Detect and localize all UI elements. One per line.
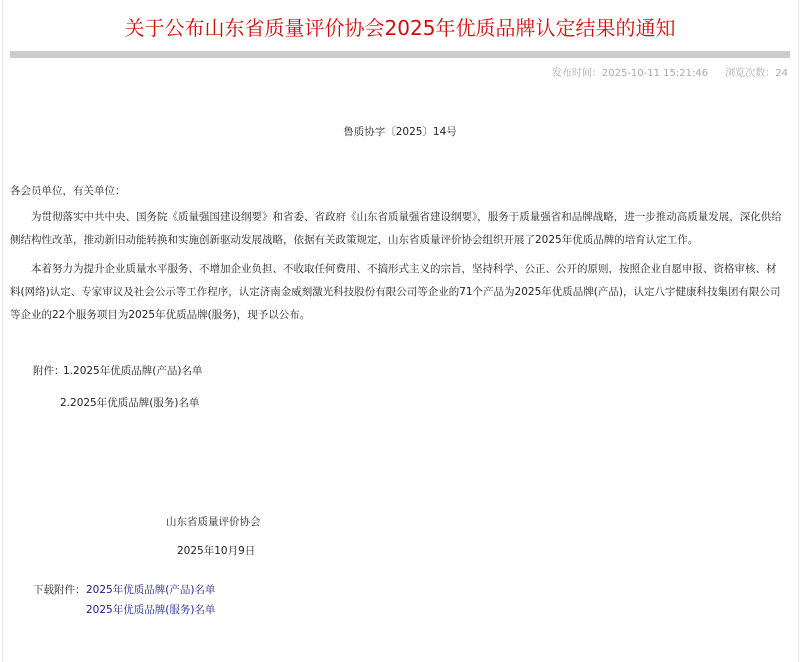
signature-date: 2025年10月9日 (177, 545, 256, 557)
signature-org: 山东省质量评价协会 (166, 516, 261, 528)
paragraph-2: 本着努力为提升企业质量水平服务、不增加企业负担、不收取任何费用、不搞形式主义的宗旨，坚持科学、公正、公开的原则，按照企业自愿申报、资格审核、材料(网络)认定、专家审议及社会公示等工作程序，认定济南金威刻激光科技股份有限公司等企业的71个产品为2025年优质品牌(产品)，认定八宇健康科技集团有限公司等企业的22个服务项目为2025年优质品牌(服务)，现予以公布。 (10, 263, 781, 321)
page-title: 关于公布山东省质量评价协会2025年优质品牌认定结果的通知 (124, 16, 676, 40)
views-count: 24 (775, 68, 788, 79)
attachments-label: 附件： (33, 365, 65, 377)
download-link-products[interactable]: 2025年优质品牌(产品)名单 (86, 584, 216, 596)
paragraph-1: 为贯彻落实中共中央、国务院《质量强国建设纲要》和省委、省政府《山东省质量强省建设纲要》，服务于质量强省和品牌战略，进一步推动高质量发展，深化供给侧结构性改革，推动新旧动能转换和实施创新驱动发展战略，依据有关政策规定，山东省质量评价协会组织开展了2025年优质品牌的培育认定工作。 (10, 211, 782, 246)
salutation: 各会员单位，有关单位： (10, 185, 126, 197)
attachment-item: 1.2025年优质品牌(产品)名单 (63, 365, 203, 377)
page-frame (2, 0, 799, 662)
publish-label: 发布时间： (551, 68, 602, 79)
download-link-services[interactable]: 2025年优质品牌(服务)名单 (86, 604, 216, 616)
document-number: 鲁质协字〔2025〕14号 (343, 126, 457, 138)
views-label: 浏览次数： (725, 68, 776, 79)
attachment-item: 2.2025年优质品牌(服务)名单 (60, 397, 200, 409)
article-meta (538, 64, 788, 79)
downloads-label: 下载附件： (33, 584, 86, 596)
publish-time: 2025-10-11 15:21:46 (601, 68, 709, 79)
title-divider (10, 51, 790, 58)
